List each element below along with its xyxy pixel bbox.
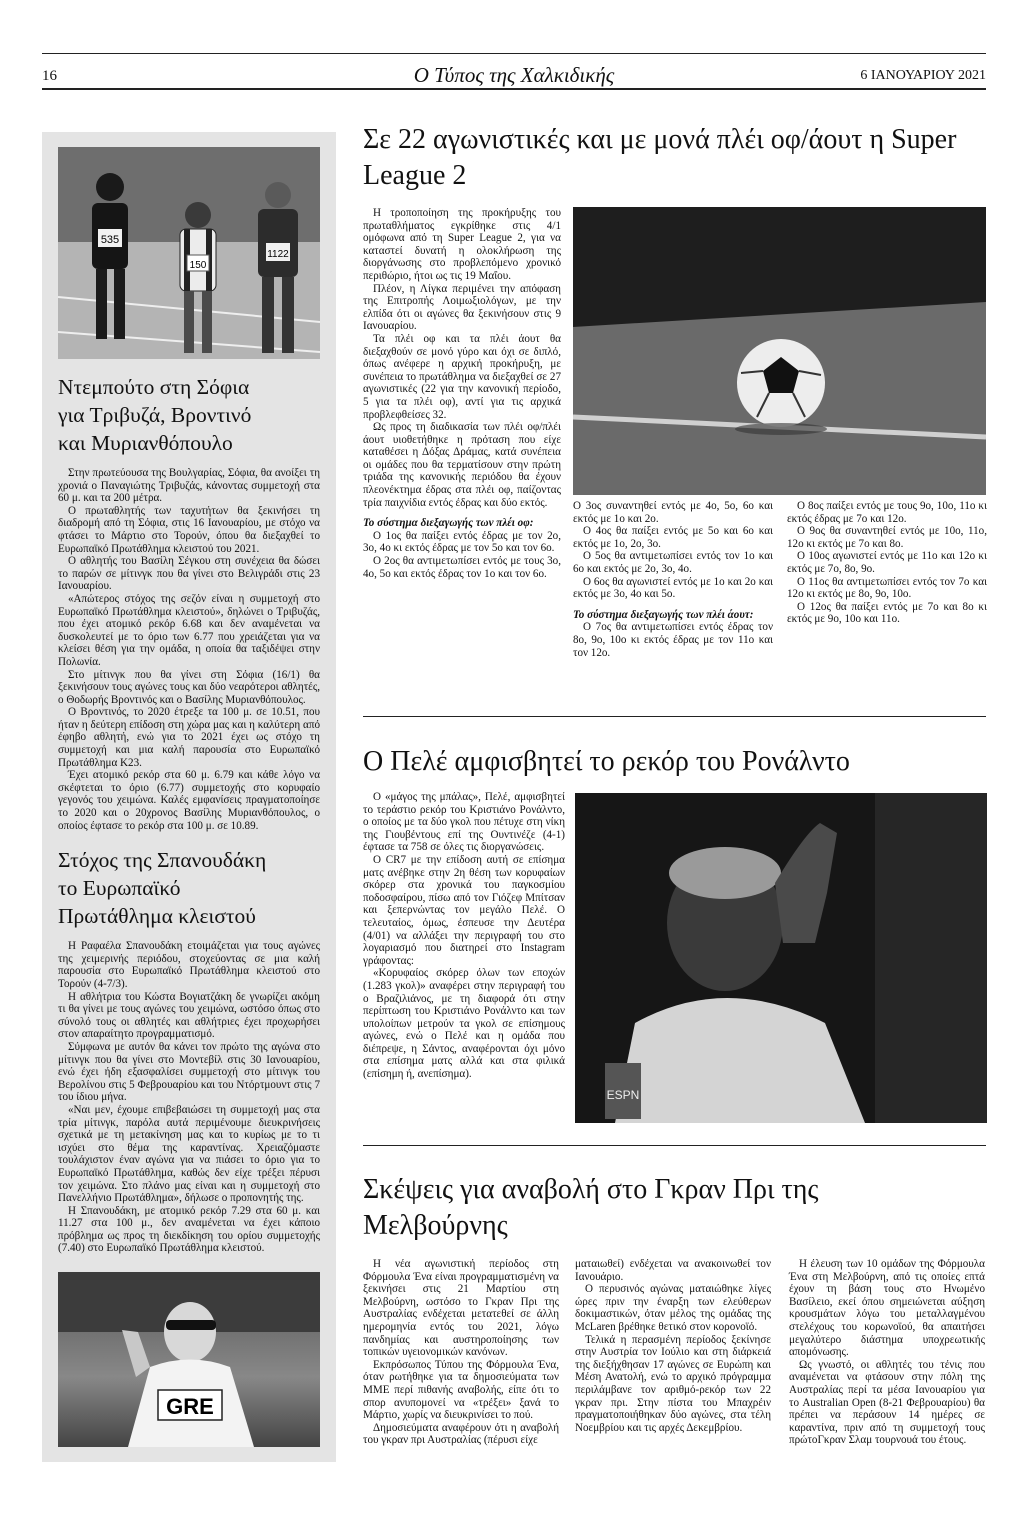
paragraph: Σύμφωνα με αυτόν θα κάνει τον πρώτο της αγώνα στο μίτινγκ που θα γίνει στο Μοντεβίλ στις 30 Ιανουαρίου, ενώ έχει ήδη εξασφαλίσει συμμετοχή στο μίτινγκ του Βερολίνου στις 5 Φεβρουαρίου και του Ντόρτμουντ στις 7 του ίδιου μήνα. <box>58 1040 320 1104</box>
f1-title: Σκέψεις για αναβολή στο Γκραν Πρι της Μελβούρνης <box>363 1174 819 1241</box>
f1-col2 <box>575 1258 771 1434</box>
paragraph: Η έλευση των 10 ομάδων της Φόρμουλα Ένα στη Μελβούρνη, από τις οποίες επτά έχουν τη βάση τους στο Ηνωμένο Βασίλειο, εκεί όπου σημειώνεται αύξηση κρουσμάτων λόγω του μεταλλαγμένου στελέχους του κορωνοϊού, θα απαιτήσει μεγαλύτερο διάστημα υποχρεωτικής απομόνωσης. <box>789 1258 985 1359</box>
paragraph: Πλέον, η Λίγκα περιμένει την απόφαση της Επιτροπής Λοιμωξιολόγων, με την ελπίδα ότι οι αγώνες θα ξεκινήσουν στις 9 Ιανουαρίου. <box>363 282 561 333</box>
pele-photo <box>575 793 987 1123</box>
paragraph: Η Σπανουδάκη, με ατομικό ρεκόρ 7.29 στα 60 μ. και 11.27 στα 100 μ., δεν αναμένεται να έχει κάποιο πρόβλημα ως προς τη διεκδίκηση του ορίου συμμετοχής (7.40) στο Ευρωπαϊκό Πρωτάθλημα κλειστού. <box>58 1204 320 1255</box>
section-divider <box>363 716 986 717</box>
pele-body <box>363 791 565 1081</box>
paragraph: Η νέα αγωνιστική περίοδος στη Φόρμουλα Ένα είναι προγραμματισμένη να ξεκινήσει στις 21 Μαρτίου στη Μελβούρνη, ωστόσο το Γκραν Πρι της Αυστραλίας ενδέχεται μετατεθεί σε άλλη ημερομηνία εντός του 2021, λόγω πανδημίας και αυστηροποίησης των τοπικών υγειονομικών κανόνων. <box>363 1258 559 1359</box>
playoff-item: Ο 6ος θα αγωνιστεί εντός με 1ο και 2ο και εκτός με 3ο, 4ο και 5ο. <box>573 575 773 601</box>
espn-mic-label: ESPN <box>606 1088 640 1102</box>
newspaper-title: Ο Τύπος της Χαλκιδικής <box>413 63 615 87</box>
playoff-item: Ο 1ος θα παίξει εντός έδρας με τον 2ο, 3ο, 4ο κι εκτός έδρας με τον 5ο και τον 6ο. <box>363 529 561 555</box>
header-bottom-rule <box>42 88 986 90</box>
super-league-col3 <box>787 500 987 626</box>
playout-item: Ο 10ος αγωνιστεί εντός με 11ο και 12ο κι εκτός με 7ο, 8ο, 9ο. <box>787 550 987 575</box>
paragraph: Ο αθλητής του Βασίλη Σέγκου στη συνέχεια θα δώσει το παρών σε μίτινγκ που θα γίνει στο Βελιγράδι στις 23 Ιανουαρίου. <box>58 555 320 593</box>
f1-col3 <box>789 1258 985 1447</box>
football-illustration <box>573 207 986 495</box>
super-league-col2 <box>573 500 773 659</box>
paragraph: Τελικά η περασμένη περίοδος ξεκίνησε στην Αυστρία τον Ιούλιο και στη διάρκειά της διεξήχθησαν 17 αγώνες σε Ευρώπη και Μέση Ανατολή, ενώ το αρχικό πρόγραμμα περιλάμβανε τον αριθμό-ρεκόρ των 22 γκραν πρι. Στην πίστα του Μπαχρέιν πραγματοποιήθηκαν δύο αγώνες, στα τέλη Νοεμβρίου και τις αρχές Δεκεμβρίου. <box>575 1333 771 1434</box>
paragraph: Ο περυσινός αγώνας ματαιώθηκε λίγες ώρες πριν την έναρξη των ελεύθερων δοκιμαστικών, όταν μέλος της ομάδας της McLaren βρέθηκε θετικό στον κορονοϊό. <box>575 1283 771 1333</box>
paragraph: Ως γνωστό, οι αθλητές του τένις που αναμένεται να φτάσουν στην πόλη της Αυστραλίας περί τα μέσα Ιανουαρίου για το Australian Open (8-21 Φεβρουαρίου) θα πρέπει να περάσουν 14 ημέρες σε καραντίνα, πριν από τη συμμετοχή τους πρώτοΓκραν Σλαμ τουρνουά του έτους. <box>789 1358 985 1447</box>
paragraph: Ο Βροντινός, το 2020 έτρεξε τα 100 μ. σε 10.51, που ήταν η δεύτερη επίδοση στη χώρα μας και η καλύτερη από έφηβο αθλητή, ενώ για το 2021 έχει ως στόχο τη συμμετοχή και μια καλή παρουσία στο Ευρωπαϊκό Πρωτάθλημα Κ23. <box>58 706 320 769</box>
f1-col1 <box>363 1258 559 1447</box>
pele-illustration <box>575 793 987 1123</box>
super-league-col1 <box>363 207 561 580</box>
paragraph: Η Ραφαέλα Σπανουδάκη ετοιμάζεται για τους αγώνες της χειμερινής περιόδου, στοχεύοντας σε μια καλή παρουσία στο Ευρωπαϊκό Πρωτάθλημα κλειστού στο Τορούν (4-7/3). <box>58 940 320 990</box>
header-top-rule <box>42 53 986 54</box>
playout-item: Ο 8ος παίξει εντός με τους 9ο, 10ο, 11ο κι εκτός έδρας με 7ο και 12ο. <box>787 500 987 525</box>
sprinters-illustration <box>58 147 320 359</box>
paragraph: «Απώτερος στόχος της σεζόν είναι η συμμετοχή στο Ευρωπαϊκό Πρωτάθλημα κλειστού», δηλώνει ο Τριβυζάς, που έχει ατομικό ρεκόρ 6.68 και δεν αναμένεται να δυσκολευτεί με το όριο των 6.77 που χρειάζεται για να κλείσει θέση για την ομάδα, η οποία θα ταξιδέψει στην Πολωνία. <box>58 592 320 668</box>
paragraph: Έχει ατομικό ρεκόρ στα 60 μ. 6.79 και κάθε λόγο να σκέφτεται το όριο (6.77) συμμετοχής στο κορυφαίο γεγονός του χειμώνα. Καλές εμφανίσεις πραγματοποίησε το 2020 και ο 20χρονος Βασίλης Μυριανθόπουλος, ο οποίος έφτασε το ρεκόρ στα 100 μ. σε 10.89. <box>58 769 320 832</box>
section-divider <box>363 1145 986 1146</box>
sidebar-article1-title: Ντεμπούτο στη Σόφια για Τριβυζά, Βροντινό και Μυριανθόπουλο <box>58 375 252 455</box>
playoff-item: Ο 5ος θα αντιμετωπίσει εντός τον 1ο και 6ο και εκτός με 2ο, 3ο, 4ο. <box>573 550 773 575</box>
playoff-heading: Το σύστημα διεξαγωγής των πλέι οφ: <box>363 517 534 530</box>
paragraph: Στην πρωτεύουσα της Βουλγαρίας, Σόφια, θα ανοίξει τη χρονιά ο Παναγιώτης Τριβυζάς, κάνοντας συμμετοχή στα 60 μ. και τα 200 μέτρα. <box>58 467 320 505</box>
bib-150: 150 <box>189 260 207 271</box>
bib-gre: GRE <box>166 1394 214 1419</box>
paragraph: Εκπρόσωπος Τύπου της Φόρμουλα Ένα, όταν ρωτήθηκε για τα δημοσιεύματα των ΜΜΕ περί πιθανής αναβολής, είπε ότι το σπορ ανυπομονεί να «τρέξει» ξανά το Μάρτιο, χωρίς να διευκρινίσει το πού. <box>363 1358 559 1422</box>
issue-date: 6 ΙΑΝΟΥΑΡΙΟΥ 2021 <box>860 68 986 83</box>
playout-item: Ο 12ος θα παίξει εντός με 7ο και 8ο κι εκτός με 9ο, 10ο και 11ο. <box>787 600 987 626</box>
bib-535: 535 <box>100 234 120 246</box>
bib-1122: 1122 <box>267 249 289 260</box>
paragraph: Δημοσιεύματα αναφέρουν ότι η αναβολή του γκραν πρι Αυστραλίας (πέρυσι είχε <box>363 1421 559 1447</box>
playoff-item: Ο 4ος θα παίξει εντός με 5ο και 6ο και εκτός με 1ο, 2ο, 3ο. <box>573 525 773 550</box>
page-number: 16 <box>42 68 57 84</box>
paragraph: Ως προς τη διαδικασία των πλέι οφ/πλέι άουτ υιοθετήθηκε η πρόταση που είχε καταθέσει η Δόξας Δράμας, κατά συνέπεια οι ομάδες που θα τερματίσουν στην πρώτη τριάδα της κανονικής περιόδου θα έχουν πλεονέκτημα έδρας στα πλέι οφ, παίζοντας τρία παιχνίδια εντός έδρας και δύο εκτός. <box>363 421 561 509</box>
playoff-item-continued: Ο 3ος συναντηθεί εντός με 4ο, 5ο, 6ο και εκτός με 1ο και 2ο. <box>573 500 773 525</box>
paragraph: Ο «μάγος της μπάλας», Πελέ, αμφισβητεί το τεράστιο ρεκόρ του Κριστιάνο Ρονάλντο, ο οποίος με τα δύο γκολ που πέτυχε στη νίκη της Γιουβέντους επί της Ουντινέζε (4-1) έφτασε τα 758 σε όλες τις διοργανώσεις. <box>363 791 565 854</box>
football-photo <box>573 207 986 495</box>
paragraph: «Κορυφαίος σκόρερ όλων των εποχών (1.283 γκολ)» αναφέρει στην περιγραφή του ο Βραζιλιάνος, με τη διαφορά ότι στην περίπτωση του Κριστιάνο Ρονάλντο και των υπολοίπων μετρούν τα γκολ σε επίσημους αγώνες, ενώ ο Πελέ και η ομάδα που διέπρεψε, η Σάντος, αναφέρονται όχι μόνο στα επίσημα ματς αλλά και στα φιλικά (επίσημη ή, ανεπίσημα). <box>363 967 565 1081</box>
runner-illustration <box>58 1272 320 1447</box>
sidebar-article2-title: Στόχος της Σπανουδάκη το Ευρωπαϊκό Πρωτάθλημα κλειστού <box>58 848 267 929</box>
sidebar-article2-body <box>58 940 320 1255</box>
super-league-title: Σε 22 αγωνιστικές και με μονά πλέι οφ/άουτ η Super League 2 <box>363 124 957 191</box>
sprinters-photo <box>58 147 320 359</box>
paragraph-continued: ματαιωθεί) ενδέχεται να ανακοινωθεί τον Ιανουάριο. <box>575 1258 771 1283</box>
playout-item: Ο 9ος θα συναντηθεί εντός με 10ο, 11ο, 12ο κι εκτός με 7ο και 8ο. <box>787 525 987 550</box>
playoff-item: Ο 2ος θα αντιμετωπίσει εντός με τους 3ο, 4ο, 5ο και εκτός έδρας τον 1ο και τον 6ο. <box>363 555 561 580</box>
paragraph: Στο μίτινγκ που θα γίνει στη Σόφια (16/1) θα ξεκινήσουν τους αγώνες τους και δύο νεαρότεροι αθλητές, ο Θοδωρής Βροντινός και ο Βασίλης Μυριανθόπουλος. <box>58 668 320 706</box>
sidebar <box>42 132 336 1462</box>
pele-title: Ο Πελέ αμφισβητεί το ρεκόρ του Ρονάλντο <box>363 746 850 777</box>
playout-item: Ο 11ος θα αντιμετωπίσει εντός τον 7ο και 12ο κι εκτός με 8ο, 9ο, 10ο. <box>787 575 987 601</box>
paragraph: Ο πρωταθλητής των ταχυτήτων θα ξεκινήσει τη διαδρομή από τη Σόφια, στις 16 Ιανουαρίου, με στόχο να φτάσει το Μάρτιο στο Τορούν, όπου θα διεξαχθεί το Ευρωπαϊκό Πρωτάθλημα κλειστού του 2021. <box>58 504 320 555</box>
sidebar-article1-body <box>58 467 320 832</box>
paragraph: Η τροποποίηση της προκήρυξης του πρωταθλήματος εγκρίθηκε στις 4/1 ομόφωνα από τη Super League 2, για να καταστεί δυνατή η ολοκλήρωση της διοργάνωσης στο προβλεπόμενο χρονικό περιθώριο, ήτοι ως τις 19 Μαΐου. <box>363 207 561 282</box>
paragraph: Η αθλήτρια του Κώστα Βογιατζάκη δε γνωρίζει ακόμη τι θα γίνει με τους αγώνες του χειμώνα, ωστόσο όπως στο σύνολό τους οι αθλητές και αθλήτριες έχει προχωρήσει στον απαραίτητο προγραμματισμό. <box>58 990 320 1041</box>
playout-heading: Το σύστημα διεξαγωγής των πλέι άουτ: <box>573 608 754 621</box>
spanoudaki-photo <box>58 1272 320 1447</box>
paragraph: Τα πλέι οφ και τα πλέι άουτ θα διεξαχθούν σε μονό γύρο και όχι σε διπλό, όπως ανέφερε η αρχική προκήρυξη, με συνέπεια το πρωτάθλημα να διεξαχθεί σε 27 αγωνιστικές (22 για την κανονική περίοδο, 5 για τα πλέι οφ), αντί για τις αρχικά προβλεφθείσες 32. <box>363 332 561 421</box>
playout-item: Ο 7ος θα αντιμετωπίσει εντός έδρας τον 8ο, 9ο, 10ο κι εκτός έδρας με τον 11ο και τον 12ο. <box>573 621 773 659</box>
paragraph: Ο CR7 με την επίδοση αυτή σε επίσημα ματς ανέβηκε στην 2η θέση των κορυφαίων σκόρερ στα χρονικά του παγκοσμίου ποδοσφαίρου, πίσω από τον Γιόζεφ Μπίτσαν και ξεπερνώντας τον μεγάλο Πελέ. Ο τελευταίος, όμως, έσπευσε την Δευτέρα (4/01) να αλλάξει την περιγραφή του στο λογαριασμό που διατηρεί στο Instagram γράφοντας: <box>363 853 565 967</box>
paragraph: «Ναι μεν, έχουμε επιβεβαιώσει τη συμμετοχή μας στα τρία μίτινγκ, παρόλα αυτά περιμένουμε διευκρινήσεις σχετικά με τη μετακίνηση μας και το κυρίως με το τι ισχύει στο θέμα της καραντίνας. Χρειαζόμαστε τουλάχιστον έναν αγώνα για να πιάσει το όριο για το Ευρωπαϊκό Πρωτάθλημα, καθώς δεν είχε τρέξει πέρυσι τον χειμώνα. Στο πλάνο μας είναι και η συμμετοχή στο Πανελλήνιο Πρωτάθλημα», δήλωσε ο προπονητής της. <box>58 1103 320 1205</box>
